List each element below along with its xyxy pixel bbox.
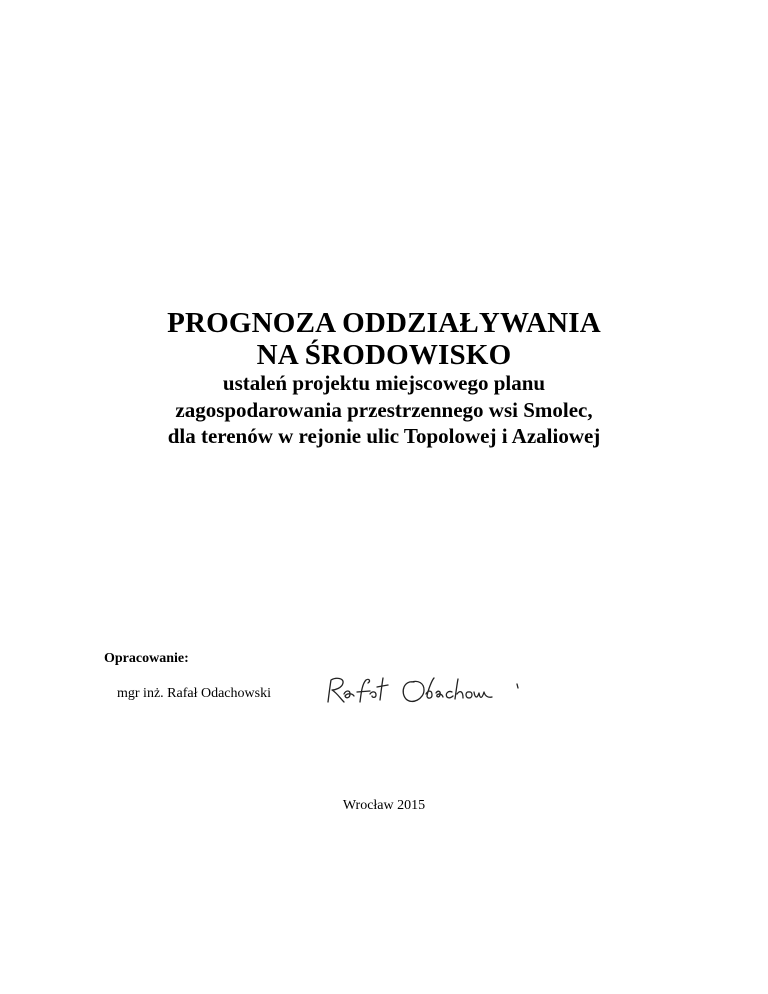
document-subtitle-line-2: zagospodarowania przestrzennego wsi Smolec, — [175, 398, 593, 422]
prepared-by-label: Opracowanie: — [104, 651, 189, 666]
document-subtitle-line-1: ustaleń projektu miejscowego planu — [222, 371, 546, 395]
place-and-year: Wrocław 2015 — [342, 798, 426, 813]
document-title-line-1: PROGNOZA ODDZIAŁYWANIA — [167, 307, 601, 339]
document-title-line-2: NA ŚRODOWISKO — [256, 339, 512, 371]
document-subtitle-line-3: dla terenów w rejonie ulic Topolowej i Azaliowej — [167, 424, 601, 448]
handwritten-signature — [322, 672, 532, 712]
author-name: mgr inż. Rafał Odachowski — [117, 686, 271, 701]
